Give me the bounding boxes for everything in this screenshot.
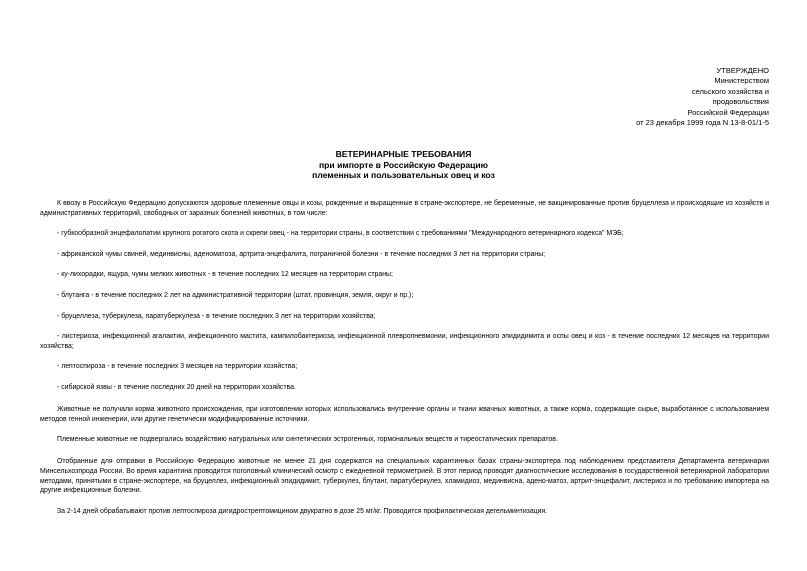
approval-stamp — [636, 66, 769, 128]
title-line: ВЕТЕРИНАРНЫЕ ТРЕБОВАНИЯ — [335, 149, 472, 159]
approval-line: продовольствия — [712, 97, 769, 107]
list-item: - листериоза, инфекционной агалактии, инфекционного мастита, кампилобактериоза, инфекционной плевропневмонии, инфекционного эпидидимита и оспы овец и коз - в течение последних 12 месяцев на территории хозяйства; — [40, 333, 769, 350]
feed-paragraph: Животные не получали корма животного происхождения, при изготовлении которых использовались внутренние органы и ткани жвачных животных, а также корма, содержащие сырье, выработанное с использованием методов генной инженерии, или другие генетически модифицированные источники. — [40, 406, 769, 423]
title-line: племенных и пользовательных овец и коз — [312, 170, 495, 181]
approval-line: сельского хозяйства и — [691, 86, 769, 96]
list-item: - бруцеллеза, туберкулеза, паратуберкулеза - в течение последних 3 лет на территории хозяйства; — [57, 312, 376, 320]
hormones-paragraph: Племенные животные не подвергались воздействию натуральных или синтетических эстрогенных, гормональных веществ и тиреостатических препаратов. — [57, 436, 558, 444]
list-item: - африканской чумы свиней, мединвисны, аденоматоза, артрита-энцефалита, пограничной болезни - в течение последних 3 лет на территории страны; — [57, 250, 546, 258]
list-item: - блутанга - в течение последних 2 лет на административной территории (штат, провинция, земля, округ и пр.); — [57, 291, 414, 299]
quarantine-paragraph: Отобранные для отправки в Российскую Федерацию животные не менее 21 дня содержатся на специальных карантинных базах страны-экспортера под наблюдением представителя Департамента ветеринарии Минсельхозпрода России. Во время карантина проводится поголовный клинический осмотр с ежедневной термометрией. В этот период проводят диагностические исследования в государственной ветеринарной лаборатории методами, принятыми в стране-экспортере, на бруцеллез, инфекционный эпидидимит, туберкулез, блутанг, паратуберкулез, хламидиоз, мединвисна, адено-матоз, артрит-энцефалит, листериоз и по требованию импортера на другие инфекционные болезни. — [40, 458, 769, 495]
list-item: - лептоспироза - в течение последних 3 месяцев на территории хозяйства; — [57, 363, 298, 371]
approval-line: от 23 декабря 1999 года N 13-8-01/1-5 — [636, 118, 769, 128]
list-item: - губкообразной энцефалопатии крупного рогатого скота и скрепи овец - на территории страны, в соответствии с требованиями "Международного ветеринарного кодекса" МЭБ; — [57, 230, 624, 238]
approval-line: Министерством — [714, 76, 769, 86]
list-item: - сибирской язвы - в течение последних 20 дней на территории хозяйства. — [57, 383, 296, 391]
leptospirosis-paragraph: За 2-14 дней обрабатывают против лептоспироза дигидрострептомицином двукратно в дозе 25 мг/кг. Проводится профилактическая дегельминтизация. — [57, 507, 548, 515]
intro-paragraph: К ввозу в Российскую Федерацию допускаются здоровые племенные овцы и козы, рожденные и выращенные в стране-экспортере, не беременные, не вакцинированные против бруцеллеза и происходящие из хозяйств и административных территорий, свободных от заразных болезней животных, в том числе: — [40, 200, 769, 217]
title-line: при импорте в Российскую Федерацию — [318, 159, 489, 170]
list-item: - ку-лихорадки, ящура, чумы мелких животных - в течение последних 12 месяцев на территории страны; — [57, 271, 393, 279]
approval-line: УТВЕРЖДЕНО — [716, 66, 769, 75]
document-body — [40, 199, 769, 516]
document-title — [0, 149, 807, 181]
approval-line: Российской Федерации — [687, 107, 769, 117]
